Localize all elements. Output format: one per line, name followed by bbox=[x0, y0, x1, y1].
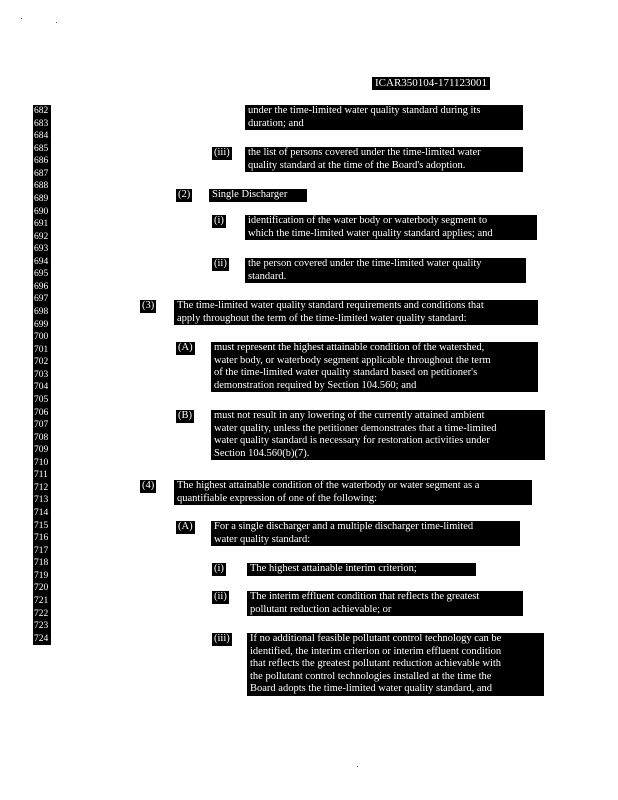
line-number-gutter bbox=[33, 105, 51, 645]
text-block: the list of persons covered under the time-limited water quality standard at the time of the Board's adoption. bbox=[245, 147, 523, 172]
item-label: (4) bbox=[142, 480, 155, 491]
line-number: 691 bbox=[34, 219, 49, 230]
line-number: 688 bbox=[34, 181, 49, 192]
text-block: Single Discharger bbox=[209, 189, 307, 202]
text-block: The highest attainable interim criterion; bbox=[247, 563, 476, 576]
text-block: under the time-limited water quality standard during its duration; and bbox=[245, 105, 523, 130]
line-number: 700 bbox=[34, 332, 49, 343]
item-label: (B) bbox=[178, 410, 192, 421]
line-number: 703 bbox=[34, 369, 49, 380]
line-number: 702 bbox=[34, 357, 49, 368]
line-number: 715 bbox=[34, 520, 49, 531]
item-label: (i) bbox=[214, 215, 224, 226]
text-block: The time-limited water quality standard requirements and conditions that apply throughout the term of the time-limited water quality standard: bbox=[174, 300, 538, 325]
item-label: (i) bbox=[214, 563, 224, 574]
item-label: (A) bbox=[178, 521, 193, 532]
line-number: 701 bbox=[34, 344, 49, 355]
line-number: 686 bbox=[34, 156, 49, 167]
line-number: 716 bbox=[34, 533, 49, 544]
line-number: 718 bbox=[34, 558, 49, 569]
line-number: 694 bbox=[34, 256, 49, 267]
text-block: If no additional feasible pollutant control technology can be identified, the interim criterion or interim effluent condition that reflects the greatest pollutant reduction achievable with the pollutant control technologies installed at the time the Board adopts the time-limited water quality standard, and bbox=[247, 633, 544, 696]
line-number: 722 bbox=[34, 608, 49, 619]
line-number: 714 bbox=[34, 508, 49, 518]
line-number: 693 bbox=[34, 244, 49, 255]
line-number: 697 bbox=[34, 294, 49, 305]
line-number: 721 bbox=[34, 595, 49, 606]
scan-speck bbox=[56, 22, 57, 23]
document-id: ICAR350104-171123001 bbox=[372, 77, 490, 90]
item-label: (A) bbox=[178, 342, 193, 353]
line-number: 684 bbox=[34, 131, 49, 142]
line-number: 687 bbox=[34, 168, 49, 179]
line-number: 712 bbox=[34, 482, 49, 493]
text-block: The highest attainable condition of the waterbody or water segment as a quantifiable expression of one of the following: bbox=[174, 480, 532, 505]
line-number: 683 bbox=[34, 118, 49, 129]
line-number: 723 bbox=[34, 621, 49, 632]
scan-speck bbox=[357, 766, 358, 767]
line-number: 685 bbox=[34, 143, 49, 154]
line-number: 713 bbox=[34, 495, 49, 506]
item-label: (ii) bbox=[214, 591, 227, 602]
line-number: 689 bbox=[34, 193, 49, 204]
item-label: (3) bbox=[142, 300, 155, 311]
line-number: 707 bbox=[34, 420, 49, 431]
line-number: 708 bbox=[34, 432, 49, 443]
item-label: (ii) bbox=[214, 258, 227, 269]
text-block: The interim effluent condition that reflects the greatest pollutant reduction achievable; or bbox=[247, 591, 523, 616]
line-number: 717 bbox=[34, 545, 49, 556]
item-label: (iii) bbox=[214, 633, 230, 644]
line-number: 724 bbox=[34, 633, 49, 644]
scan-speck bbox=[21, 18, 22, 19]
item-label: (iii) bbox=[214, 147, 230, 158]
line-number: 710 bbox=[34, 457, 49, 468]
text-block: must not result in any lowering of the currently attained ambient water quality, unless the petitioner demonstrates that a time-limited water quality standard is necessary for restoration activities under Section 104.560(b)(7). bbox=[211, 410, 545, 460]
line-number: 711 bbox=[34, 470, 48, 481]
line-number: 719 bbox=[34, 570, 49, 581]
text-block: identification of the water body or waterbody segment to which the time-limited water quality standard applies; and bbox=[245, 215, 537, 240]
line-number: 682 bbox=[34, 106, 49, 116]
line-number: 692 bbox=[34, 231, 49, 242]
line-number: 698 bbox=[34, 307, 49, 317]
line-number: 706 bbox=[34, 407, 49, 418]
text-block: must represent the highest attainable condition of the watershed, water body, or waterbody segment applicable throughout the term of the time-limited water quality standard based on petitioner's demonstration required by Section 104.560; and bbox=[211, 342, 538, 392]
line-number: 720 bbox=[34, 583, 49, 594]
line-number: 699 bbox=[34, 319, 49, 330]
line-number: 695 bbox=[34, 269, 49, 280]
text-block: For a single discharger and a multiple discharger time-limited water quality standard: bbox=[211, 521, 520, 546]
line-number: 704 bbox=[34, 382, 49, 393]
line-number: 705 bbox=[34, 394, 49, 405]
line-number: 690 bbox=[34, 206, 49, 217]
text-block: the person covered under the time-limited water quality standard. bbox=[245, 258, 526, 283]
line-number: 709 bbox=[34, 445, 49, 456]
line-number: 696 bbox=[34, 281, 49, 292]
item-label: (2) bbox=[178, 189, 191, 200]
